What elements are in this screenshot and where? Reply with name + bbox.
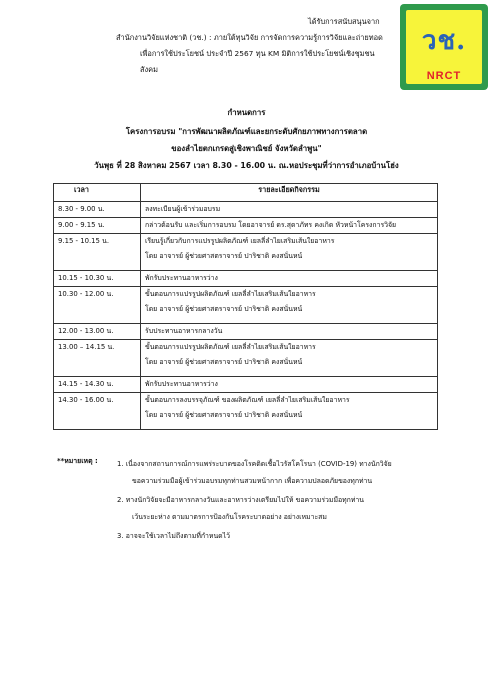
sponsor-line-2: สำนักงานวิจัยแห่งชาติ (วช.) : ภายใต้ทุนวิจัย การจัดการความรู้การวิจัยและถ่ายทอด bbox=[116, 33, 383, 42]
event-date-line: วันพุธ ที่ 28 สิงหาคม 2567 เวลา 8.30 - 16.00 น. ณ.หอประชุมที่ว่าการอำเภอบ้านโฮ่ง bbox=[94, 161, 399, 170]
logo-abbr: NRCT bbox=[426, 70, 462, 82]
row-details bbox=[141, 202, 438, 218]
project-title-line-2: ของลำไยตกเกรดสู่เชิงพาณิชย์ จังหวัดลำพูน" bbox=[171, 144, 322, 153]
schedule-table bbox=[53, 183, 438, 430]
row-details bbox=[141, 218, 438, 234]
note-item bbox=[117, 492, 477, 526]
nrct-logo bbox=[400, 4, 488, 90]
notes-label: **หมายเหตุ : bbox=[57, 457, 98, 465]
row-speaker: โดย อาจารย์ ผู้ช่วยศาสตราจารย์ ปาริชาติ คงสนั่นหน์ bbox=[145, 411, 303, 419]
table-row bbox=[54, 393, 438, 430]
note-continuation: เว้นระยะห่าง ตามมาตรการป้องกันโรคระบาดอย่าง อย่างเหมาะสม bbox=[132, 513, 327, 521]
row-speaker: โดย อาจารย์ ผู้ช่วยศาสตราจารย์ ปาริชาติ คงสนั่นหน์ bbox=[145, 305, 303, 313]
schedule-header-row bbox=[54, 184, 438, 202]
row-activity: เรียนรู้เกี่ยวกับการแปรรูปผลิตภัณฑ์ เยลลี่ลำไยเสริมเส้นใยอาหาร bbox=[145, 237, 335, 245]
row-details bbox=[141, 393, 438, 430]
header-details: รายละเอียดกิจกรรม bbox=[141, 184, 438, 202]
row-activity: พักรับประทานอาหารว่าง bbox=[145, 380, 218, 388]
sponsor-line-3: เพื่อการใช้ประโยชน์ ประจำปี 2567 ทุน KM มิติการใช้ประโยชน์เชิงชุมชน สังคม bbox=[140, 49, 375, 74]
row-speaker: โดย อาจารย์ ผู้ช่วยศาสตราจารย์ ปาริชาติ คงสนั่นหน์ bbox=[145, 252, 303, 260]
note-text: 1. เนื่องจากสถานการณ์การแพร่ระบาดของโรคติดเชื้อไวรัสโคโรนา (COVID-19) ทางนักวิจัย bbox=[117, 460, 392, 468]
table-row bbox=[54, 234, 438, 271]
row-activity: ขั้นตอนการแปรรูปผลิตภัณฑ์ เยลลี่ลำไยเสริมเส้นใยอาหาร bbox=[145, 290, 316, 298]
row-details bbox=[141, 271, 438, 287]
row-time: 9.15 - 10.15 น. bbox=[54, 234, 141, 271]
table-row bbox=[54, 377, 438, 393]
row-time: 8.30 - 9.00 น. bbox=[54, 202, 141, 218]
note-text: 2. ทางนักวิจัยจะมีอาหารกลางวันและอาหารว่างเตรียมไปให้ ขอความร่วมมือทุกท่าน bbox=[117, 496, 364, 504]
row-details bbox=[141, 377, 438, 393]
doc-title: กำหนดการ bbox=[227, 108, 266, 117]
note-item bbox=[117, 528, 477, 545]
row-details bbox=[141, 287, 438, 324]
table-row bbox=[54, 340, 438, 377]
row-time: 10.30 - 12.00 น. bbox=[54, 287, 141, 324]
row-activity: กล่าวต้อนรับ และเริ่มการอบรม โดยอาจารย์ ดร.สุดาภัทร คงเกิด หัวหน้าโครงการวิจัย bbox=[145, 221, 397, 229]
row-time: 10.15 - 10.30 น. bbox=[54, 271, 141, 287]
sponsor-block bbox=[40, 14, 392, 78]
table-row bbox=[54, 324, 438, 340]
note-item bbox=[117, 456, 477, 490]
row-details bbox=[141, 234, 438, 271]
project-title-line-1: โครงการอบรม "การพัฒนาผลิตภัณฑ์และยกระดับศักยภาพทางการตลาด bbox=[125, 127, 368, 136]
row-activity: ลงทะเบียนผู้เข้าร่วมอบรม bbox=[145, 205, 221, 213]
row-activity: ขั้นตอนการลงบรรจุภัณฑ์ ของผลิตภัณฑ์ เยลลี่ลำไยเสริมเส้นใยอาหาร bbox=[145, 396, 350, 404]
table-row bbox=[54, 287, 438, 324]
row-time: 9.00 - 9.15 น. bbox=[54, 218, 141, 234]
row-time: 14.15 - 14.30 น. bbox=[54, 377, 141, 393]
table-row bbox=[54, 202, 438, 218]
note-text: 3. อาจจะใช้เวลาไม่ถึงตามที่กำหนดไว้ bbox=[117, 532, 230, 540]
table-row bbox=[54, 271, 438, 287]
row-details bbox=[141, 340, 438, 377]
row-time: 13.00 – 14.15 น. bbox=[54, 340, 141, 377]
sponsor-line-1: ได้รับการสนับสนุนจาก bbox=[308, 17, 380, 26]
logo-mark: วช. bbox=[421, 26, 467, 56]
row-activity: พักรับประทานอาหารว่าง bbox=[145, 274, 218, 282]
row-details bbox=[141, 324, 438, 340]
table-row bbox=[54, 218, 438, 234]
row-speaker: โดย อาจารย์ ผู้ช่วยศาสตราจารย์ ปาริชาติ คงสนั่นหน์ bbox=[145, 358, 303, 366]
row-time: 12.00 - 13.00 น. bbox=[54, 324, 141, 340]
row-time: 14.30 - 16.00 น. bbox=[54, 393, 141, 430]
header-time: เวลา bbox=[54, 184, 141, 202]
row-activity: รับประทานอาหารกลางวัน bbox=[145, 327, 223, 335]
note-continuation: ขอความร่วมมือผู้เข้าร่วมอบรมทุกท่านสวมหน้ากาก เพื่อความปลอดภัยของทุกท่าน bbox=[132, 477, 373, 485]
row-activity: ขั้นตอนการแปรรูปผลิตภัณฑ์ เยลลี่ลำไยเสริมเส้นใยอาหาร bbox=[145, 343, 316, 351]
